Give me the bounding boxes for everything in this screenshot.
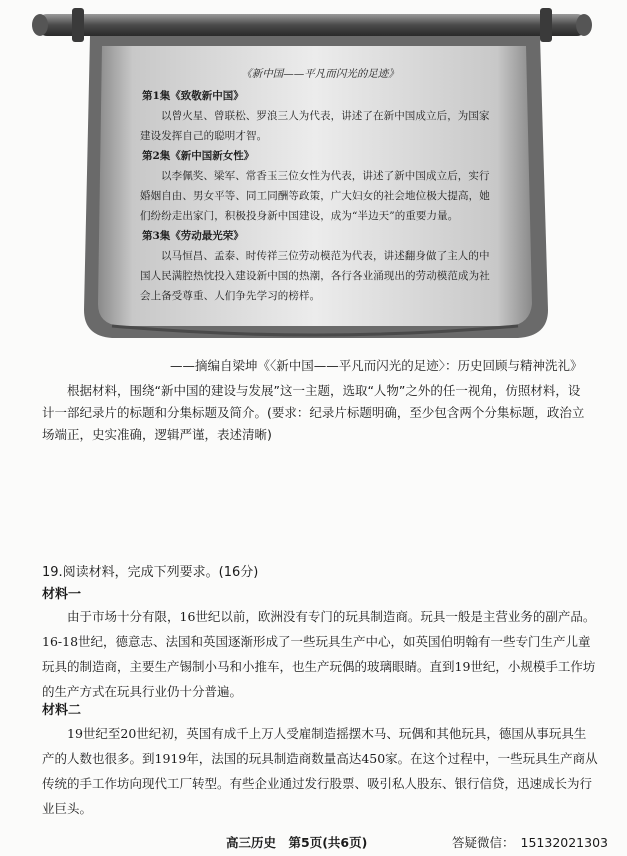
episode-title: 第3集《劳动最光荣》 bbox=[142, 230, 244, 242]
question-19-heading: 19.阅读材料，完成下列要求。(16分) bbox=[42, 565, 259, 580]
material-1-text: 由于市场十分有限，16世纪以前，欧洲没有专门的玩具制造商。玩具一般是主营业务的副产品。16-18世纪，德意志、法国和英国逐渐形成了一些玩具生产中心，如英国伯明翰有一些专门生产儿童玩具的制造商，主要生产锡制小马和小推车，也生产玩偶的玻璃眼睛。直到19世纪，小规模手工作坊的生产方式在玩具行业仍十分普遍。 bbox=[42, 609, 596, 699]
episode-2 bbox=[140, 146, 500, 226]
page-number: 高三历史 第5页(共6页) bbox=[226, 835, 368, 850]
material-2-label: 材料二 bbox=[42, 703, 82, 718]
source-citation: ——摘编自梁坤《〈新中国——平凡而闪光的足迹〉：历史回顾与精神洗礼》 bbox=[170, 358, 583, 373]
episode-description: 以马恒昌、孟泰、时传祥三位劳动模范为代表，讲述翻身做了主人的中国人民满腔热忱投入建设新中国的热潮，各行各业涌现出的劳动模范成为社会上备受尊重、人们争先学习的榜样。 bbox=[140, 250, 490, 302]
contact-info bbox=[452, 833, 608, 851]
documentary-title: 《新中国——平凡而闪光的足迹》 bbox=[241, 68, 399, 80]
material-1-label: 材料一 bbox=[42, 587, 82, 602]
contact-label: 答疑微信： bbox=[452, 835, 515, 850]
episode-title: 第1集《致敬新中国》 bbox=[142, 90, 244, 102]
episode-3 bbox=[140, 226, 500, 306]
scroll-illustration bbox=[0, 0, 627, 345]
material-2-text: 19世纪至20世纪初，英国有成千上万人受雇制造摇摆木马、玩偶和其他玩具，德国从事玩具生产的人数也很多。到1919年，法国的玩具制造商数量高达450家。在这个过程中，一些玩具生产商从传统的手工作坊向现代工厂转型。有些企业通过发行股票、吸引私人股东、银行信贷，迅速成长为行业巨头。 bbox=[42, 726, 598, 816]
task-instructions: 根据材料，围绕“新中国的建设与发展”这一主题，选取“人物”之外的任一视角，仿照材料，设计一部纪录片的标题和分集标题及简介。(要求：纪录片标题明确，至少包含两个分集标题，政治立场端正，史实准确，逻辑严谨，表述清晰) bbox=[42, 383, 585, 442]
episode-title: 第2集《新中国新女性》 bbox=[142, 150, 255, 162]
episode-description: 以李佩奖、梁军、常香玉三位女性为代表，讲述了新中国成立后，实行婚姻自由、男女平等、同工同酬等政策，广大妇女的社会地位极大提高，她们纷纷走出家门，积极投身新中国建设，成为“半边天”的重要力量。 bbox=[140, 170, 490, 222]
scroll-content bbox=[140, 64, 500, 306]
episode-1 bbox=[140, 86, 500, 146]
contact-number: 15132021303 bbox=[520, 835, 608, 850]
episode-description: 以曾火星、曾联松、罗浪三人为代表，讲述了在新中国成立后，为国家建设发挥自己的聪明才智。 bbox=[140, 110, 490, 142]
